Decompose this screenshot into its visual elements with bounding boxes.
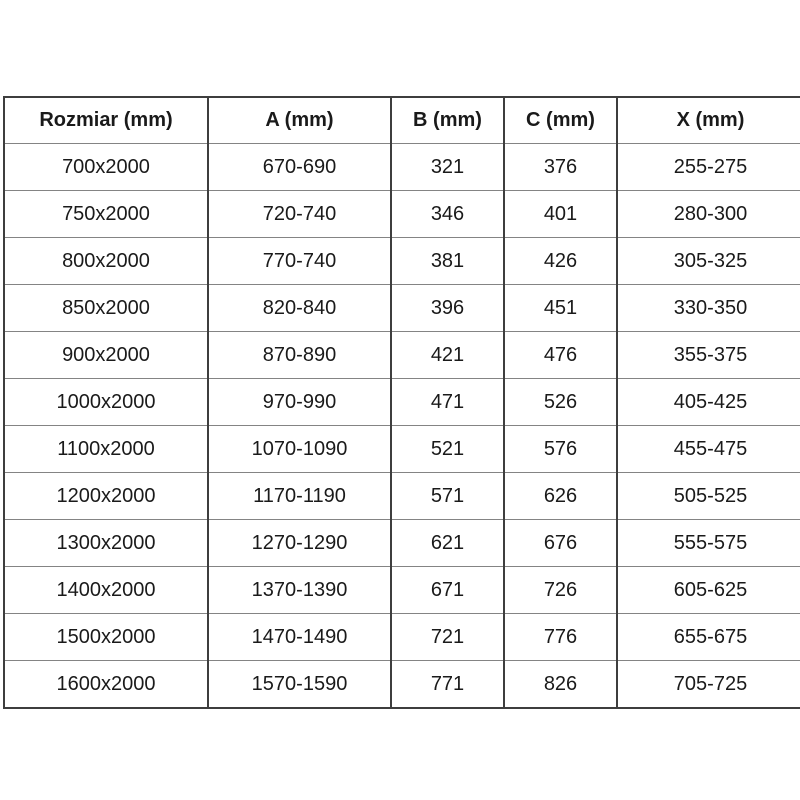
table-cell: 330-350	[617, 285, 800, 332]
table-cell: 605-625	[617, 567, 800, 614]
table-cell: 455-475	[617, 426, 800, 473]
table-cell: 820-840	[208, 285, 391, 332]
table-cell: 1100x2000	[4, 426, 208, 473]
table-cell: 676	[504, 520, 617, 567]
column-header-b: B (mm)	[391, 97, 504, 144]
table-cell: 571	[391, 473, 504, 520]
table-cell: 776	[504, 614, 617, 661]
table-cell: 321	[391, 144, 504, 191]
table-cell: 970-990	[208, 379, 391, 426]
table-row	[4, 285, 800, 332]
size-table-container	[3, 96, 800, 709]
table-cell: 421	[391, 332, 504, 379]
table-cell: 526	[504, 379, 617, 426]
table-cell: 1500x2000	[4, 614, 208, 661]
column-header-rozmiar: Rozmiar (mm)	[4, 97, 208, 144]
table-cell: 1570-1590	[208, 661, 391, 709]
table-cell: 721	[391, 614, 504, 661]
table-cell: 576	[504, 426, 617, 473]
table-cell: 670-690	[208, 144, 391, 191]
table-cell: 870-890	[208, 332, 391, 379]
table-cell: 305-325	[617, 238, 800, 285]
table-cell: 451	[504, 285, 617, 332]
table-cell: 771	[391, 661, 504, 709]
table-cell: 671	[391, 567, 504, 614]
table-cell: 476	[504, 332, 617, 379]
column-header-a: A (mm)	[208, 97, 391, 144]
table-cell: 621	[391, 520, 504, 567]
table-row	[4, 661, 800, 709]
table-row	[4, 332, 800, 379]
table-cell: 471	[391, 379, 504, 426]
table-cell: 655-675	[617, 614, 800, 661]
table-cell: 770-740	[208, 238, 391, 285]
table-cell: 1300x2000	[4, 520, 208, 567]
table-row	[4, 520, 800, 567]
table-row	[4, 238, 800, 285]
table-cell: 1170-1190	[208, 473, 391, 520]
table-cell: 720-740	[208, 191, 391, 238]
table-cell: 401	[504, 191, 617, 238]
table-cell: 346	[391, 191, 504, 238]
table-row	[4, 614, 800, 661]
table-cell: 1470-1490	[208, 614, 391, 661]
table-cell: 255-275	[617, 144, 800, 191]
table-cell: 626	[504, 473, 617, 520]
table-row	[4, 379, 800, 426]
table-cell: 355-375	[617, 332, 800, 379]
table-row	[4, 144, 800, 191]
table-row	[4, 473, 800, 520]
table-header-row	[4, 97, 800, 144]
table-cell: 1400x2000	[4, 567, 208, 614]
table-cell: 726	[504, 567, 617, 614]
table-cell: 396	[391, 285, 504, 332]
table-cell: 381	[391, 238, 504, 285]
table-cell: 1270-1290	[208, 520, 391, 567]
table-cell: 405-425	[617, 379, 800, 426]
table-body	[4, 144, 800, 709]
table-cell: 700x2000	[4, 144, 208, 191]
table-cell: 505-525	[617, 473, 800, 520]
table-cell: 1070-1090	[208, 426, 391, 473]
table-cell: 826	[504, 661, 617, 709]
table-row	[4, 426, 800, 473]
table-cell: 1600x2000	[4, 661, 208, 709]
table-cell: 555-575	[617, 520, 800, 567]
table-cell: 1370-1390	[208, 567, 391, 614]
table-cell: 1000x2000	[4, 379, 208, 426]
column-header-x: X (mm)	[617, 97, 800, 144]
column-header-c: C (mm)	[504, 97, 617, 144]
table-cell: 376	[504, 144, 617, 191]
table-row	[4, 191, 800, 238]
table-cell: 1200x2000	[4, 473, 208, 520]
table-cell: 426	[504, 238, 617, 285]
table-row	[4, 567, 800, 614]
size-table	[3, 96, 800, 709]
table-cell: 280-300	[617, 191, 800, 238]
table-cell: 850x2000	[4, 285, 208, 332]
table-cell: 750x2000	[4, 191, 208, 238]
table-cell: 521	[391, 426, 504, 473]
table-cell: 800x2000	[4, 238, 208, 285]
table-cell: 900x2000	[4, 332, 208, 379]
table-cell: 705-725	[617, 661, 800, 709]
